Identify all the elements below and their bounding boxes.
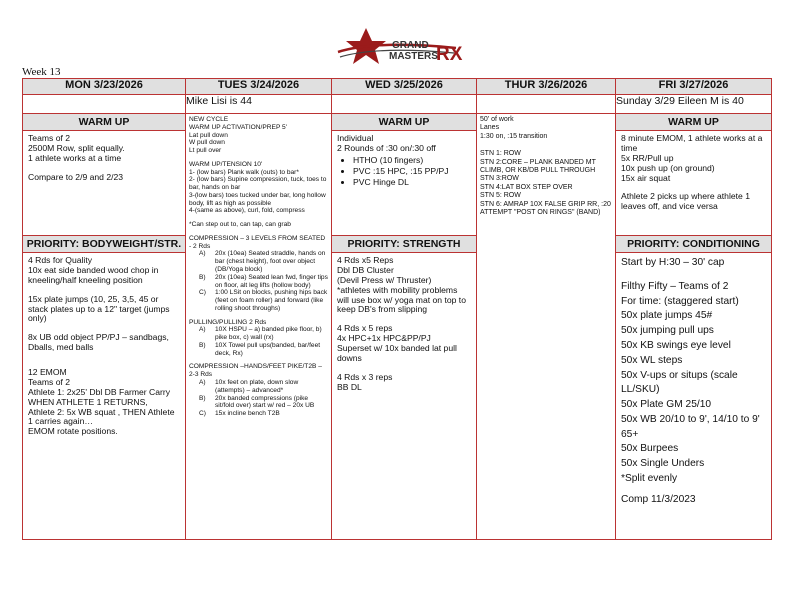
- day-header-row: [23, 79, 772, 95]
- day-header-tue: TUES 3/24/2026: [186, 79, 332, 95]
- wed-warmup-header: WARM UP: [332, 114, 476, 131]
- fri-cell: [616, 114, 772, 540]
- day-header-thu: THUR 3/26/2026: [477, 79, 616, 95]
- mon-priority-header: PRIORITY: BODYWEIGHT/STR.: [23, 236, 185, 253]
- grand-masters-rx-logo: [336, 26, 470, 68]
- wed-priority-text: 4 Rds x5 Reps Dbl DB Cluster (Devil Press w/ Thruster) *athletes with mobility problems will use box w/ yoga mat on top to keep DB's from slipping 4 Rds x 5 reps 4x HPC+1x HPC&PP/PJ Superset w/ 10x banded lat pull downs 4 Rds x 3 reps BB DL: [337, 255, 466, 392]
- week-label: Week 13: [22, 66, 61, 78]
- note-tue: Mike Lisi is 44: [186, 95, 332, 114]
- mon-warmup-header: WARM UP: [23, 114, 185, 131]
- fri-priority-header: PRIORITY: CONDITIONING: [616, 236, 771, 253]
- workout-row: [23, 114, 772, 540]
- logo-text-masters: MASTERS: [389, 51, 438, 62]
- tue-cell: [186, 114, 332, 540]
- note-wed: [332, 95, 477, 114]
- thu-workout-text: 50' of work Lanes 1:30 on, :15 transition STN 1: ROW STN 2:CORE – PLANK BANDED MT CLIMB, OR KB/DB PULL THROUGH STN 3:ROW STN 4:LAT BOX STEP OVER STN 5: ROW STN 6: AMRAP 10X FALSE GRIP RR, :20 ATTEMPT "POST ON RINGS" (BAND): [480, 116, 611, 216]
- day-header-fri: FRI 3/27/2026: [616, 79, 772, 95]
- thu-cell: [477, 114, 616, 540]
- fri-warmup-header: WARM UP: [616, 114, 771, 131]
- mon-warmup-text: Teams of 2 2500M Row, split equally. 1 athlete works at a time Compare to 2/9 and 2/23: [28, 133, 125, 182]
- notes-row: [23, 95, 772, 114]
- wed-bullet: • HTHO (10 fingers): [353, 156, 471, 166]
- tue-workout-text: NEW CYCLE WARM UP ACTIVATION/PREP 5' Lat pull down W pull down Lt pull over WARM UP/TENSION 10' 1- (low bars) Plank walk (outs) to bar* 2- (low bars) Supine compression, tuck, toes to bar, hands on bar 3-(low bars) toes tucked under bar, long hollow body, lift as high as possible 4-(same as above), curl, fold, compress *Can step out to, can tap, can grab COMPRESSION – 3 LEVELS FROM SEATED - 2 Rds A) 20x (10ea) Seated straddle, hands on bar (chest height), foot over object (DB/Yoga block) B) 20x (10ea) Seated lean fwd, finger tips on floor, alt leg lifts (hollow body) C) 1:00 LSit on blocks, pushing hips back (feet on foam roller) and forward (like rolling shoot throughs) PULLING/PULLING 2 Rds A) 10X HSPU – a) banded pike floor, b) pike box, c) wall (rx) B) 10X Towel pull ups(banded, bar/feet deck, Rx) COMPRESSION –HANDS/FEET PIKE/T2B – 2-3 Rds A) 10x feet on plate, down slow (attempts) – advanced* B) 20x banded compressions (pike sit/fold over) start w/ red – 20x UB C) 15x incline bench T2B: [189, 116, 328, 418]
- note-mon: [23, 95, 186, 114]
- wed-priority-header: PRIORITY: STRENGTH: [332, 236, 476, 253]
- mon-priority-text: 4 Rds for Quality 10x eat side banded wood chop in kneeling/half kneeling position 15x plate jumps (10, 25, 3,5, 45 or stack plates up to a 12" target (jumps only) 8x UB odd object PP/PJ – sandbags, Dballs, med balls 12 EMOM Teams of 2 Athlete 1: 2x25' Dbl DB Farmer Carry WHEN ATHLETE 1 RETURNS, Athlete 2: 5x WB squat , THEN Athlete 1 carries again… EMOM rotate positions.: [28, 255, 175, 437]
- logo-text-grand: GRAND: [392, 40, 429, 51]
- note-thu: [477, 95, 616, 114]
- fri-priority-text: Start by H:30 – 30' cap Filthy Fifty – Teams of 2 For time: (staggered start) 50x plate jumps 45# 50x jumping pull ups 50x KB swings eye level 50x WL steps 50x V-ups or situps (scale LL/SKU) 50x Plate GM 25/10 50x WB 20/10 to 9', 14/10 to 9' 65+ 50x Burpees 50x Single Unders *Split evenly Comp 11/3/2023: [621, 257, 760, 505]
- mon-cell: [23, 114, 186, 540]
- fri-warmup-text: 8 minute EMOM, 1 athlete works at a time 5x RR/Pull up 10x push up (on ground) 15x air squat Athlete 2 picks up where athlete 1 leaves off, and vice versa: [621, 133, 763, 212]
- wed-bullet: • PVC Hinge DL: [353, 178, 471, 188]
- day-header-mon: MON 3/23/2026: [23, 79, 186, 95]
- weekly-schedule-table: [22, 78, 772, 540]
- note-fri: Sunday 3/29 Eileen M is 40: [616, 95, 772, 114]
- wed-warmup-text: Individual 2 Rounds of :30 on/:30 off • HTHO (10 fingers) • PVC :15 HPC, :15 PP/PJ • PVC Hinge DL: [332, 131, 476, 190]
- logo-text-rx: RX: [436, 44, 463, 65]
- day-header-wed: WED 3/25/2026: [332, 79, 477, 95]
- wed-cell: [332, 114, 477, 540]
- wed-bullet: • PVC :15 HPC, :15 PP/PJ: [353, 167, 471, 177]
